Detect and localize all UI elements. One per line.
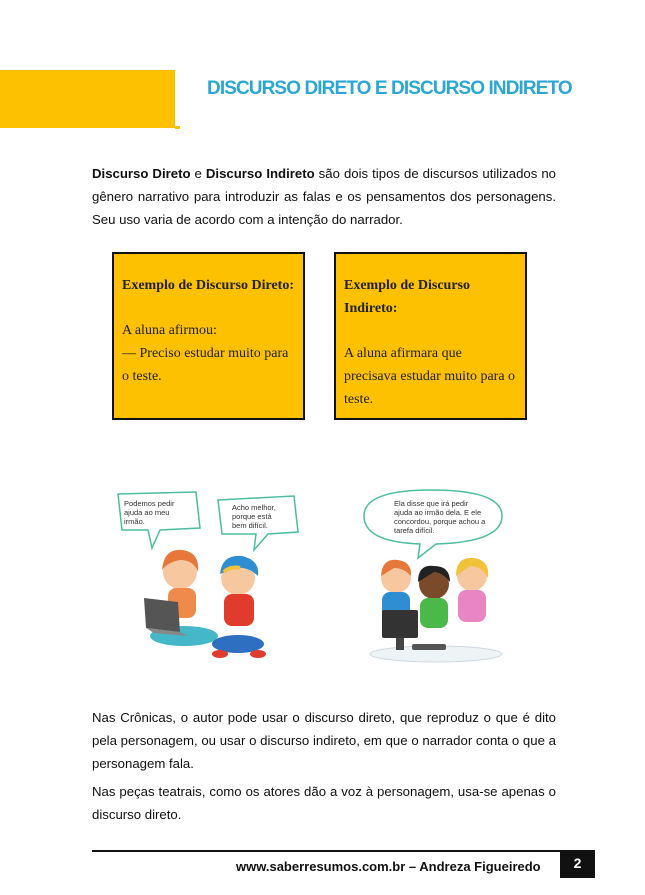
paragraph-chronicles: Nas Crônicas, o autor pode usar o discurso direto, que reproduz o que é dito pela personagem, ou usar o discurso indireto, em que o narrador conta o que a personagem fala.: [92, 710, 556, 771]
intro-rest: são dois tipos de discursos utilizados no gênero narrativo para introduzir as falas e os pensamentos dos personagens. Seu uso varia de acordo com a intenção do narrador.: [92, 166, 557, 227]
boy-shirt: [224, 594, 254, 626]
bubble-text: porque está: [232, 512, 272, 521]
bubble-text: irmão.: [124, 517, 145, 526]
term-indirect: Discurso Indireto: [205, 166, 315, 181]
paragraph-theater: Nas peças teatrais, como os atores dão a voz à personagem, usa-se apenas o discurso direto.: [92, 784, 556, 822]
header-accent-bar: [0, 70, 175, 128]
computer-keyboard: [412, 644, 446, 650]
boy-shoe: [212, 650, 228, 658]
header-accent-underline: [175, 126, 180, 129]
page-number: 2: [560, 850, 595, 878]
example-title: Exemplo de Discurso Direto:: [122, 278, 294, 293]
computer-stand: [396, 638, 404, 650]
example-box-indirect: [334, 252, 527, 420]
bubble-text: tarefa difícil.: [394, 526, 435, 535]
kid-shirt: [458, 590, 486, 622]
boy-shoe: [250, 650, 266, 658]
bubble-text: Podemos pedir: [124, 499, 175, 508]
illustration-kids-laptop: [108, 486, 308, 671]
intro-connector: e: [190, 166, 206, 181]
bubble-text: ajuda ao meu: [124, 508, 170, 517]
kid-shirt: [420, 598, 448, 628]
example-line: A aluna afirmara que precisava estudar muito para o teste.: [344, 346, 516, 407]
example-line: A aluna afirmou:: [122, 323, 217, 338]
intro-paragraph: [92, 162, 556, 231]
bubble-text: concordou, porque achou a: [394, 517, 486, 526]
example-line: — Preciso estudar muito para o teste.: [122, 346, 289, 384]
footer-credit: www.saberresumos.com.br – Andreza Figueiredo: [236, 859, 541, 874]
illustration-kids-computer: [356, 486, 506, 671]
example-box-direct: [112, 252, 305, 420]
computer-monitor: [382, 610, 418, 638]
laptop-screen: [144, 598, 180, 632]
bubble-text: Acho melhor,: [232, 503, 276, 512]
example-title: Exemplo de Discurso Indireto:: [344, 278, 470, 316]
bubble-text: bem difícil.: [232, 521, 268, 530]
term-direct: Discurso Direto: [92, 166, 191, 181]
footer-divider: [92, 850, 595, 852]
bubble-text: ajuda ao irmão dela. E ele: [394, 508, 482, 517]
page-title: DISCURSO DIRETO E DISCURSO INDIRETO: [207, 78, 572, 99]
bubble-text: Ela disse que irá pedir: [394, 499, 469, 508]
